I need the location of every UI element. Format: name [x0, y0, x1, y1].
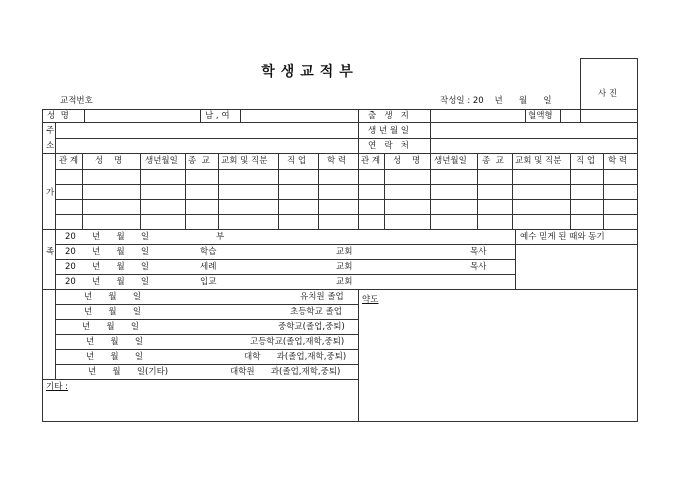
faith-event: 입교 — [200, 277, 217, 287]
faith-church: 교회 — [336, 262, 353, 272]
faith-church: 교회 — [336, 277, 353, 287]
faith-event: 부 — [216, 232, 225, 242]
family-label-1: 가 — [46, 188, 55, 198]
family-header-name: 성 명 — [95, 156, 123, 166]
family-header-church: 교회 및 직분 — [515, 156, 562, 166]
family-label-2: 족 — [46, 247, 55, 257]
form-right-border — [637, 58, 638, 422]
faith-date: 20 년 월 일 — [65, 232, 150, 242]
faith-motive-label: 예수 믿게 된 때와 동기 — [520, 232, 605, 242]
frame-bottom — [42, 421, 638, 422]
faith-date: 20 년 월 일 — [65, 247, 150, 257]
family-header-name: 성 명 — [393, 156, 421, 166]
education-date: 년 월 일 — [82, 322, 140, 332]
address-label-2: 소 — [46, 141, 55, 151]
faith-event: 세례 — [200, 262, 217, 272]
etc-label: 기타 : — [46, 382, 68, 392]
photo-box-top-border — [580, 58, 638, 59]
blood-type-label: 혈액형 — [528, 111, 553, 121]
family-header-relation: 관 계 — [59, 156, 79, 166]
family-header-job: 직 업 — [576, 156, 596, 166]
gender-label: 남 , 여 — [205, 111, 230, 121]
family-header-birthdate: 생년월일 — [145, 156, 178, 166]
faith-date: 20 년 월 일 — [65, 277, 150, 287]
photo-box-left-border — [580, 58, 581, 123]
faith-date: 20 년 월 일 — [65, 262, 150, 272]
frame-top — [42, 109, 638, 110]
family-header-relation: 관 계 — [361, 156, 381, 166]
education-school: 대학원 과(졸업,재학,중퇴) — [230, 367, 341, 377]
written-date: 작성일 : 20 년 월 일 — [440, 96, 552, 106]
education-date: 년 월 일(기타) — [88, 367, 169, 377]
family-header-birthdate: 생년월일 — [434, 156, 467, 166]
education-school: 대학 과(졸업,재학,중퇴) — [244, 352, 347, 362]
faith-pastor: 목사 — [470, 262, 487, 272]
education-date: 년 월 일 — [84, 307, 142, 317]
family-header-education: 학 력 — [327, 156, 347, 166]
faith-church: 교회 — [336, 247, 353, 257]
birthplace-label: 출 생 지 — [368, 111, 409, 121]
document-title: 학생교적부 — [261, 64, 359, 80]
faith-pastor: 목사 — [470, 247, 487, 257]
birthdate-label: 생 년 월 일 — [368, 126, 409, 136]
map-label: 약도 — [362, 295, 379, 305]
address-label-1: 주 — [46, 126, 55, 136]
education-school: 초등학교 졸업 — [290, 307, 342, 317]
record-no-label: 교적번호 — [60, 96, 93, 106]
photo-label: 사 진 — [598, 89, 618, 99]
family-header-religion: 종 교 — [188, 156, 210, 166]
education-school: 고등학교(졸업,재학,중퇴) — [250, 337, 345, 347]
family-header-church: 교회 및 직분 — [221, 156, 268, 166]
contact-label: 연 락 처 — [368, 141, 409, 151]
family-header-job: 직 업 — [287, 156, 307, 166]
faith-event: 학습 — [200, 247, 217, 257]
education-date: 년 월 일 — [84, 292, 142, 302]
family-header-religion: 종 교 — [482, 156, 504, 166]
education-date: 년 월 일 — [86, 352, 144, 362]
education-school: 중학교(졸업,중퇴) — [278, 322, 345, 332]
education-school: 유치원 졸업 — [300, 292, 344, 302]
frame-left — [42, 109, 43, 421]
name-label: 성 명 — [47, 111, 69, 121]
education-date: 년 월 일 — [86, 337, 144, 347]
family-header-education: 학 력 — [608, 156, 628, 166]
